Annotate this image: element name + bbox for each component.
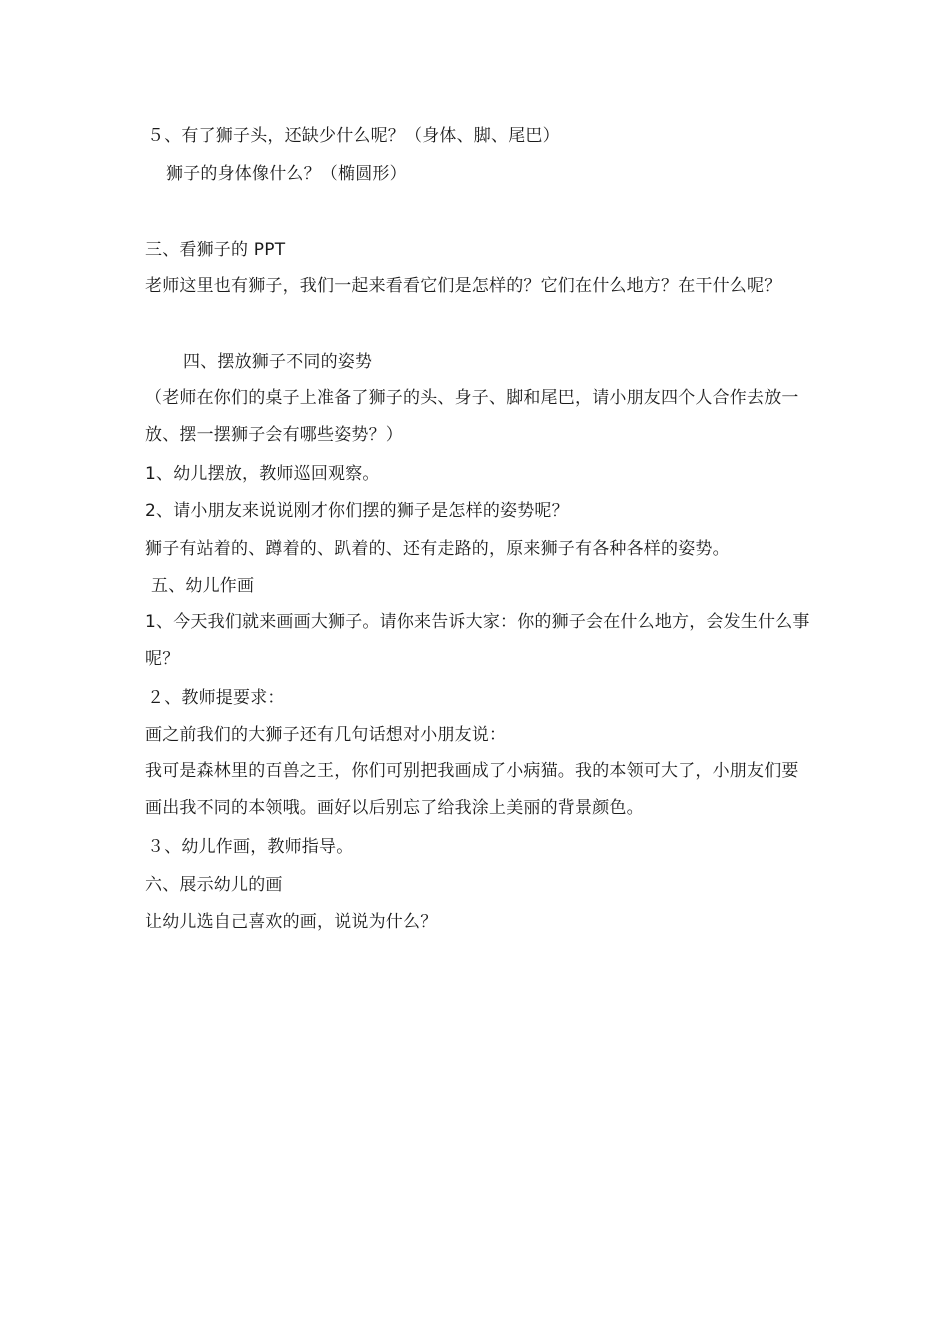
section-6-paragraph: 让幼儿选自己喜欢的画，说说为什么？	[145, 912, 438, 932]
section-4-step-2: 2、请小朋友来说说刚才你们摆的狮子是怎样的姿势呢？	[145, 501, 569, 521]
section-5-step-3: ３、幼儿作画，教师指导。	[147, 837, 354, 857]
section-4-step-1: 1、幼儿摆放，教师巡回观察。	[145, 464, 380, 484]
lion-speech-paragraph: 我可是森林里的百兽之王，你们可别把我画成了小病猫。我的本领可大了，小朋友们要画出我不同的本领哦。画好以后别忘了给我涂上美丽的背景颜色。	[145, 761, 799, 818]
section-4-paragraph: （老师在你们的桌子上准备了狮子的头、身子、脚和尾巴，请小朋友四个人合作去放一放、摆一摆狮子会有哪些姿势？）	[145, 388, 799, 445]
section-6-heading: 六、展示幼儿的画	[145, 875, 283, 895]
section-3-paragraph: 老师这里也有狮子，我们一起来看看它们是怎样的？它们在什么地方？在干什么呢？	[145, 276, 782, 296]
section-5-step-1: 1、今天我们就来画画大狮子。请你来告诉大家：你的狮子会在什么地方，会发生什么事呢？	[145, 612, 810, 669]
section-5-heading: 五、幼儿作画	[151, 576, 255, 596]
section-4-heading: 四、摆放狮子不同的姿势	[183, 352, 373, 372]
section-3-heading: 三、看狮子的 PPT	[145, 240, 286, 260]
lion-intro-line: 画之前我们的大狮子还有几句话想对小朋友说：	[145, 725, 507, 745]
section-5-step-2: ２、教师提要求：	[147, 688, 285, 708]
lion-body-question: 狮子的身体像什么？（椭圆形）	[166, 164, 407, 184]
section-4-summary: 狮子有站着的、蹲着的、趴着的、还有走路的，原来狮子有各种各样的姿势。	[145, 539, 730, 559]
item-5-missing-parts: ５、有了狮子头，还缺少什么呢？（身体、脚、尾巴）	[147, 126, 560, 146]
